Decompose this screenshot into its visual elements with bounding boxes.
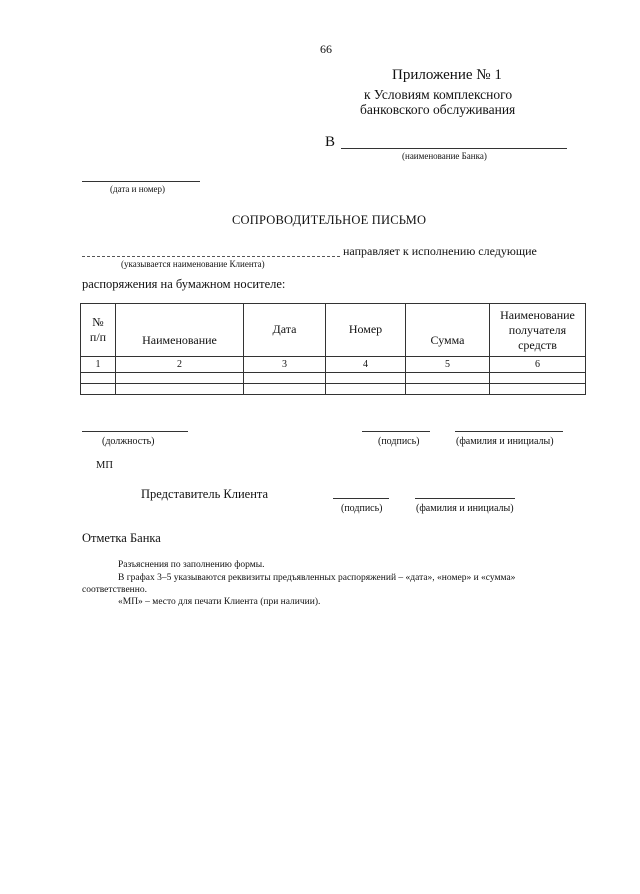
table-header-row [81, 304, 586, 357]
signature-caption: (подпись) [378, 436, 420, 447]
header-num: № п/п [81, 304, 116, 357]
header-recipient: Наименование получателя средств [490, 304, 586, 357]
bank-name-line[interactable] [341, 148, 567, 149]
signature-line[interactable] [362, 431, 430, 432]
table-index-row [81, 357, 586, 373]
header-name: Наименование [116, 304, 244, 357]
rep-signature-line[interactable] [333, 498, 389, 499]
notes-line-3: соответственно. [82, 585, 147, 595]
rep-name-caption: (фамилия и инициалы) [416, 503, 514, 514]
client-name-line[interactable] [82, 256, 340, 257]
name-line[interactable] [455, 431, 563, 432]
index-cell: 1 [81, 357, 116, 373]
notes-line-2: В графах 3–5 указываются реквизиты предъявленных распоряжений – «дата», «номер» и «сумма» [118, 573, 516, 583]
rep-signature-caption: (подпись) [341, 503, 383, 514]
header-sum: Сумма [406, 304, 490, 357]
client-rep-label: Представитель Клиента [141, 487, 269, 501]
index-cell: 5 [406, 357, 490, 373]
stamp-place: МП [96, 460, 113, 471]
table-row[interactable] [81, 373, 586, 384]
name-caption: (фамилия и инициалы) [456, 436, 554, 447]
index-cell: 6 [490, 357, 586, 373]
appendix-line-2: банковского обслуживания [360, 102, 516, 117]
index-cell: 2 [116, 357, 244, 373]
letter-title: СОПРОВОДИТЕЛЬНОЕ ПИСЬМО [232, 213, 427, 227]
appendix-title: Приложение № 1 [392, 67, 502, 83]
index-cell: 3 [244, 357, 326, 373]
notes-heading: Разъяснения по заполнению формы. [118, 560, 265, 570]
date-caption: (дата и номер) [110, 184, 166, 194]
bank-caption: (наименование Банка) [402, 151, 487, 161]
position-line[interactable] [82, 431, 188, 432]
client-caption: (указывается наименование Клиента) [121, 259, 265, 269]
appendix-line-1: к Условиям комплексного [364, 87, 513, 102]
bank-prefix: В [325, 134, 336, 150]
date-number-line[interactable] [82, 181, 200, 182]
table-row[interactable] [81, 384, 586, 395]
client-text-after: направляет к исполнению следующие [343, 244, 537, 258]
rep-name-line[interactable] [415, 498, 515, 499]
page-number: 66 [320, 42, 332, 56]
intro-line: распоряжения на бумажном носителе: [82, 277, 286, 291]
index-cell: 4 [326, 357, 406, 373]
header-number: Номер [326, 304, 406, 357]
bank-mark: Отметка Банка [82, 531, 161, 545]
position-caption: (должность) [102, 436, 155, 447]
header-date: Дата [244, 304, 326, 357]
notes-line-4: «МП» – место для печати Клиента (при наличии). [118, 597, 321, 607]
orders-table [80, 303, 586, 395]
